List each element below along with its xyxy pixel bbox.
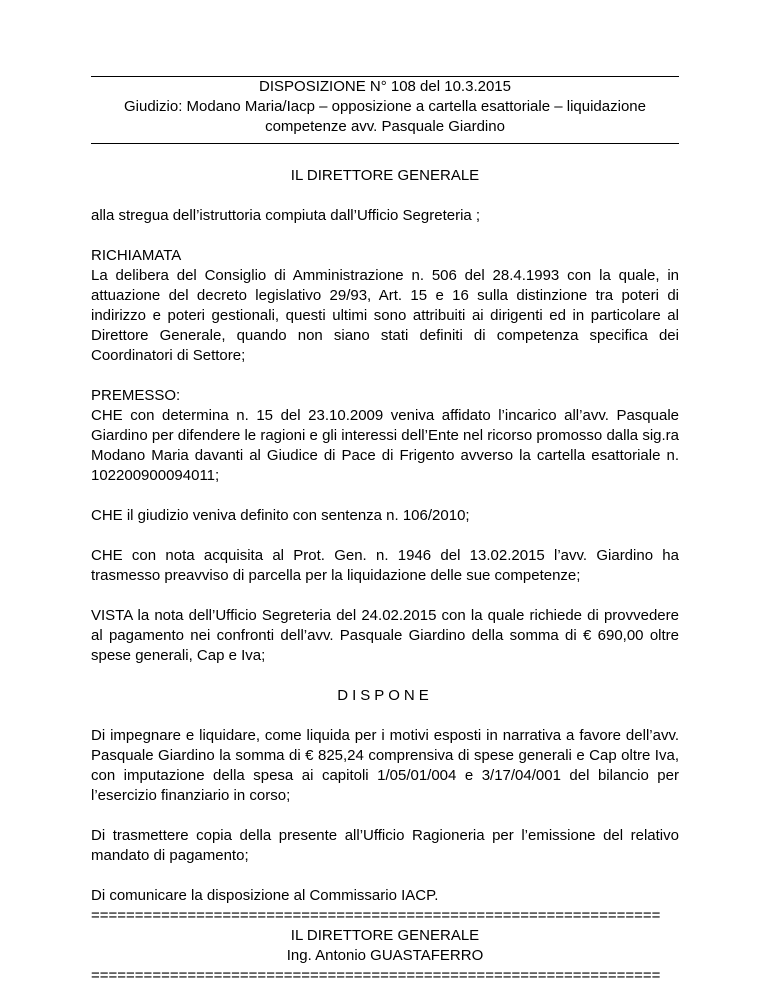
document-subject: Giudizio: Modano Maria/Iacp – opposizione a cartella esattoriale – liquidazione competenze avv. Pasquale Giardino: [124, 98, 646, 135]
document-body: [91, 76, 679, 986]
dispone-paragraph-2: Di trasmettere copia della presente all’Ufficio Ragioneria per l’emissione del relativo mandato di pagamento;: [91, 827, 679, 864]
premesso-paragraph-2: CHE il giudizio veniva definito con sentenza n. 106/2010;: [91, 507, 470, 524]
signature-role: IL DIRETTORE GENERALE: [290, 927, 480, 944]
premesso-label: PREMESSO:: [91, 387, 181, 404]
vista-paragraph: VISTA la nota dell’Ufficio Segreteria del 24.02.2015 con la quale richiede di provvedere al pagamento nei confronti dell’avv. Pasquale Giardino della somma di € 690,00 oltre spese generali, Cap e Iva;: [91, 607, 679, 664]
signature-name: Ing. Antonio GUASTAFERRO: [286, 947, 484, 964]
dispone-paragraph-1: Di impegnare e liquidare, come liquida per i motivi esposti in narrativa a favore dell’avv. Pasquale Giardino la somma di € 825,24 comprensiva di spese generali e Cap oltre Iva, con imputazione della spesa ai capitoli 1/05/01/004 e 3/17/04/001 del bilancio per l’esercizio finanziario in corso;: [91, 727, 679, 804]
intro-text: alla stregua dell’istruttoria compiuta dall’Ufficio Segreteria ;: [91, 207, 481, 224]
richiamata-text: La delibera del Consiglio di Amministrazione n. 506 del 28.4.1993 con la quale, in attuazione del decreto legislativo 29/93, Art. 15 e 16 sulla distinzione tra poteri di indirizzo e poteri gestionali, questi ultimi sono attribuiti ai dirigenti ed in particolare al Direttore Generale, quando non siano stati definiti di competenza specifica dei Coordinatori di Settore;: [91, 267, 679, 364]
separator-bottom: =================================================================: [91, 967, 661, 984]
section-heading: IL DIRETTORE GENERALE: [290, 167, 480, 184]
dispone-paragraph-3: Di comunicare la disposizione al Commissario IACP.: [91, 887, 439, 904]
document-title: DISPOSIZIONE N° 108 del 10.3.2015: [259, 78, 511, 95]
premesso-paragraph-3: CHE con nota acquisita al Prot. Gen. n. 1946 del 13.02.2015 l’avv. Giardino ha trasmesso preavviso di parcella per la liquidazione delle sue competenze;: [91, 547, 679, 584]
separator-top: =================================================================: [91, 907, 661, 924]
dispone-heading: DISPONE: [337, 687, 433, 704]
richiamata-label: RICHIAMATA: [91, 247, 182, 264]
premesso-paragraph-1: CHE con determina n. 15 del 23.10.2009 veniva affidato l’incarico all’avv. Pasquale Giardino per difendere le ragioni e gli interessi dell’Ente nel ricorso promosso dalla sig.ra Modano Maria davanti al Giudice di Pace di Frigento avverso la cartella esattoriale n. 102200900094011;: [91, 407, 679, 484]
